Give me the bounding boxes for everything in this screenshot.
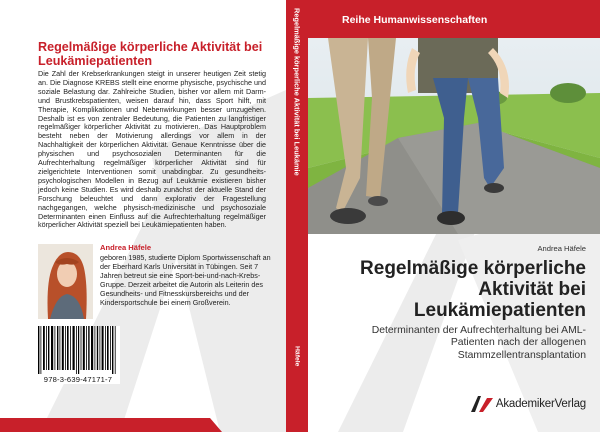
- back-cover: [0, 0, 286, 432]
- author-name: Andrea Häfele: [100, 243, 152, 252]
- front-subtitle: Determinanten der Aufrechterhaltung bei AML-Patienten nach der allogenen Stammzellentransplantation: [371, 325, 586, 361]
- publisher-mark-icon: [471, 396, 493, 412]
- spine-author: Häfele: [293, 346, 301, 367]
- red-stripe: [0, 410, 286, 432]
- barcode-bars: [36, 326, 120, 374]
- back-description: Die Zahl der Krebserkrankungen steigt in unserer heutigen Zeit stetig an. Die Diagnose KREBS stellt eine enorme physische, psychische und soziale Belastung dar. Zahlreiche Studien, bisher vor allem mit Darm- und Brustkrebspatienten, weisen darauf hin, dass Sport hilft, mit Therapie, Komplikationen und Nebenwirkungen besser umzugehen. Deshalb ist es von zentraler Bedeutung, die Patienten zu langfristiger regelmäßiger körperlicher Aktivität zu motivieren. Das Hauptproblem besteht neben der Motivierung allerdings vor allem in der Nachhaltigkeit der körperlichen Aktivität. Genaue Kenntnisse über die physischen und psychosozialen Determinanten für die Aufrechterhaltung regelmäßiger körperlicher Aktivität sind für zielgerichtete Interventionen somit unabdingbar. Zu gesundheits-psychologischen Modellen in Bezug auf Leukämie existieren bisher jedoch keine Studien. Es wird deshalb zunächst der aktuelle Stand der Forschung beleuchtet und dann explorativ der Fragestellung nachgegangen, welche physisch-medizinische und psychosoziale Determinanten einen Einfluss auf die Aufrechterhaltung regelmäßiger körperlicher Aktivität speziell bei Leukämiepatienten haben.: [38, 69, 266, 230]
- back-title: Regelmäßige körperliche Aktivität bei Leukämiepatienten: [38, 40, 263, 68]
- cover-photo: [308, 38, 600, 234]
- front-title: Regelmäßige körperliche Aktivität bei Leukämiepatienten: [360, 258, 586, 321]
- author-biography: geboren 1985, studierte Diplom Sportwissenschaft an der Eberhard Karls Universität in Tübingen. Seit 7 Jahren betreut sie eine Sport-bei-und-nach-Krebs-Gruppe. Derzeit arbeitet die Autorin als Leiterin des Gesundheits- und Fitnesskursbereichs und der Kindersportschule bei einem Großverein.: [100, 253, 271, 307]
- series-label: Reihe Humanwissenschaften: [342, 14, 488, 26]
- author-portrait: [38, 244, 93, 319]
- front-author-name: Andrea Häfele: [537, 244, 586, 253]
- spine-title: Regelmäßige körperliche Aktivität bei Leukämie: [292, 8, 302, 176]
- isbn-number: 978-3-639-47171-7: [43, 375, 113, 384]
- spine: [286, 0, 308, 432]
- series-bar: [308, 0, 600, 38]
- front-cover: [308, 0, 600, 432]
- publisher-logo: [471, 396, 586, 412]
- publisher-name: AkademikerVerlag: [495, 398, 586, 410]
